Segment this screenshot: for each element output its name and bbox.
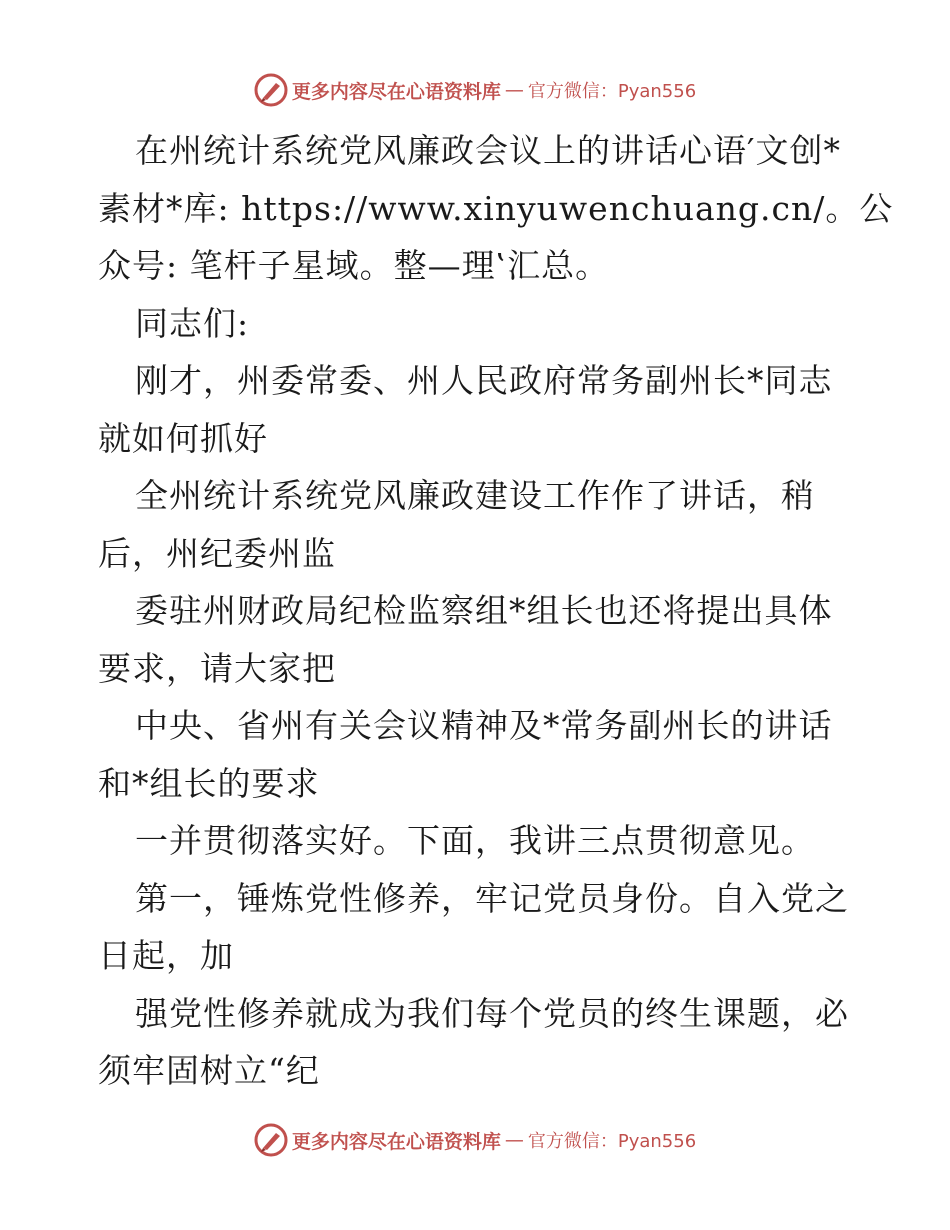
footer-banner — [0, 1120, 950, 1160]
document-body — [98, 122, 894, 1100]
text-line: 就如何抓好 — [98, 418, 268, 458]
banner-title: 更多内容尽在心语资料库 — [291, 1130, 501, 1153]
banner-title: 更多内容尽在心语资料库 — [291, 80, 501, 103]
text-line: 强党性修养就成为我们每个党员的终生课题，必 — [135, 993, 849, 1033]
text-line: 刚才，州委常委、州人民政府常务副州长*同志 — [135, 361, 833, 400]
text-line: 后，州纪委州监 — [98, 533, 336, 573]
text-line: 众号: 笔杆子星域。整—理‛汇总。 — [98, 246, 610, 285]
text-line: 日起，加 — [98, 936, 234, 975]
text-line: 第一，锤炼党性修养，牢记党员身份。自入党之 — [135, 878, 849, 918]
text-line: 中央、省州有关会议精神及*常务副州长的讲话 — [135, 706, 833, 745]
pen-logo-icon — [254, 73, 288, 107]
pen-logo-icon — [254, 1123, 288, 1157]
header-banner — [0, 70, 950, 110]
text-line: 要求，请大家把 — [98, 648, 336, 688]
text-line: 和*组长的要求 — [98, 763, 320, 803]
text-line: 一并贯彻落实好。下面，我讲三点贯彻意见。 — [135, 821, 815, 860]
text-line: 素材*库: https://www.xinyuwenchuang.cn/。公 — [98, 188, 894, 228]
text-line: 须牢固树立“纪 — [98, 1051, 320, 1090]
banner-separator: — — [504, 1129, 524, 1151]
banner-contact: 官方微信：Pyan556 — [527, 81, 697, 102]
banner-separator: — — [504, 79, 524, 101]
text-line: 全州统计系统党风廉政建设工作作了讲话，稍 — [135, 476, 815, 515]
text-line: 在州统计系统党风廉政会议上的讲话心语′文创* — [135, 131, 841, 170]
salutation: 同志们: — [135, 303, 250, 343]
banner-contact: 官方微信：Pyan556 — [527, 1131, 697, 1152]
text-line: 委驻州财政局纪检监察组*组长也还将提出具体 — [135, 591, 833, 630]
